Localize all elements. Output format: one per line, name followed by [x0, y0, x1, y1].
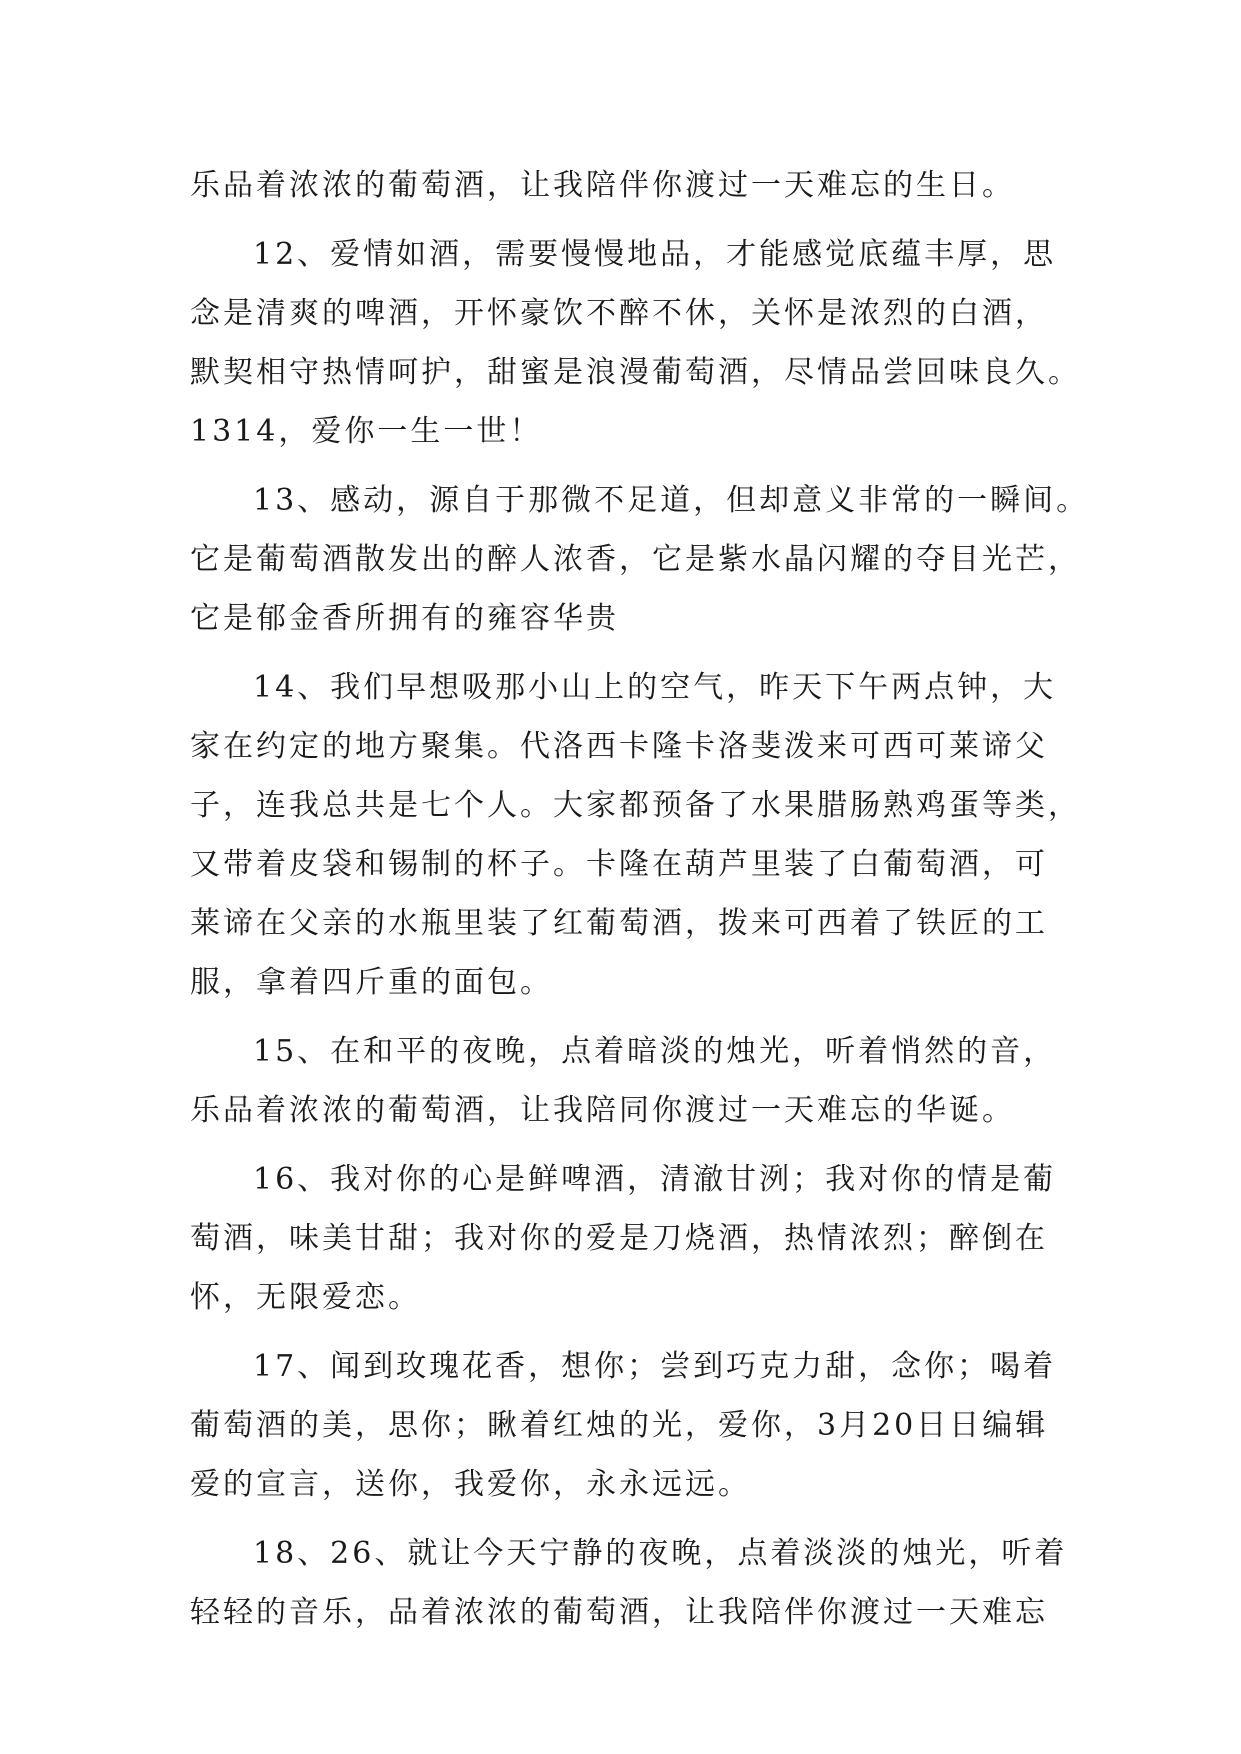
text-line: 17、闻到玫瑰花香，想你；尝到巧克力甜，念你；喝着 [253, 1349, 1057, 1384]
paragraph-13 [190, 471, 1090, 648]
paragraph-12 [190, 225, 1081, 461]
text-line: 它是郁金香所拥有的雍容华贵 [190, 601, 619, 636]
text-line: 怀，无限爱恋。 [190, 1280, 421, 1315]
document-body [190, 156, 1090, 1642]
text-line: 爱的宣言，送你，我爱你，永永远远。 [190, 1467, 751, 1502]
text-line: 又带着皮袋和锡制的杯子。卡隆在葫芦里装了白葡萄酒，可 [190, 847, 1048, 882]
text-line: 家在约定的地方聚集。代洛西卡隆卡洛斐泼来可西可莱谛父 [190, 729, 1048, 764]
text-line: 1314，爱你一生一世！ [190, 414, 543, 449]
text-line: 服，拿着四斤重的面包。 [190, 965, 553, 1000]
paragraph-16 [190, 1150, 1060, 1327]
text-line: 萄酒，味美甘甜；我对你的爱是刀烧酒，热情浓烈；醉倒在 [190, 1221, 1048, 1256]
text-line: 莱谛在父亲的水瓶里装了红葡萄酒，拨来可西着了铁匠的工 [190, 906, 1048, 941]
paragraph-14 [190, 658, 1081, 1012]
paragraph-18 [190, 1524, 1068, 1642]
text-line: 18、26、就让今天宁静的夜晚，点着淡淡的烛光，听着 [253, 1536, 1068, 1571]
text-line: 16、我对你的心是鲜啤酒，清澈甘洌；我对你的情是葡 [253, 1162, 1057, 1197]
text-line: 葡萄酒的美，思你；瞅着红烛的光，爱你，3月20日日编辑 [190, 1408, 1049, 1443]
text-line: 乐品着浓浓的葡萄酒，让我陪同你渡过一天难忘的华诞。 [190, 1093, 1015, 1128]
text-line: 轻轻的音乐，品着浓浓的葡萄酒，让我陪伴你渡过一天难忘 [190, 1595, 1048, 1630]
paragraph-17 [190, 1337, 1060, 1514]
text-line: 乐品着浓浓的葡萄酒，让我陪伴你渡过一天难忘的生日。 [190, 168, 1015, 203]
paragraph-15 [190, 1022, 1060, 1140]
text-line: 默契相守热情呵护，甜蜜是浪漫葡萄酒，尽情品尝回味良久。 [190, 355, 1081, 390]
text-line: 12、爱情如酒，需要慢慢地品，才能感觉底蕴丰厚，思 [253, 237, 1057, 272]
text-line: 子，连我总共是七个人。大家都预备了水果腊肠熟鸡蛋等类， [190, 788, 1081, 823]
text-line: 15、在和平的夜晚，点着暗淡的烛光，听着悄然的音， [253, 1034, 1057, 1069]
text-line: 念是清爽的啤酒，开怀豪饮不醉不休，关怀是浓烈的白酒， [190, 296, 1048, 331]
text-line: 14、我们早想吸那小山上的空气，昨天下午两点钟，大 [253, 670, 1057, 705]
text-line: 13、感动，源自于那微不足道，但却意义非常的一瞬间。 [253, 483, 1090, 518]
text-line: 它是葡萄酒散发出的醉人浓香，它是紫水晶闪耀的夺目光芒， [190, 542, 1081, 577]
paragraph-11-continuation [190, 156, 1060, 215]
